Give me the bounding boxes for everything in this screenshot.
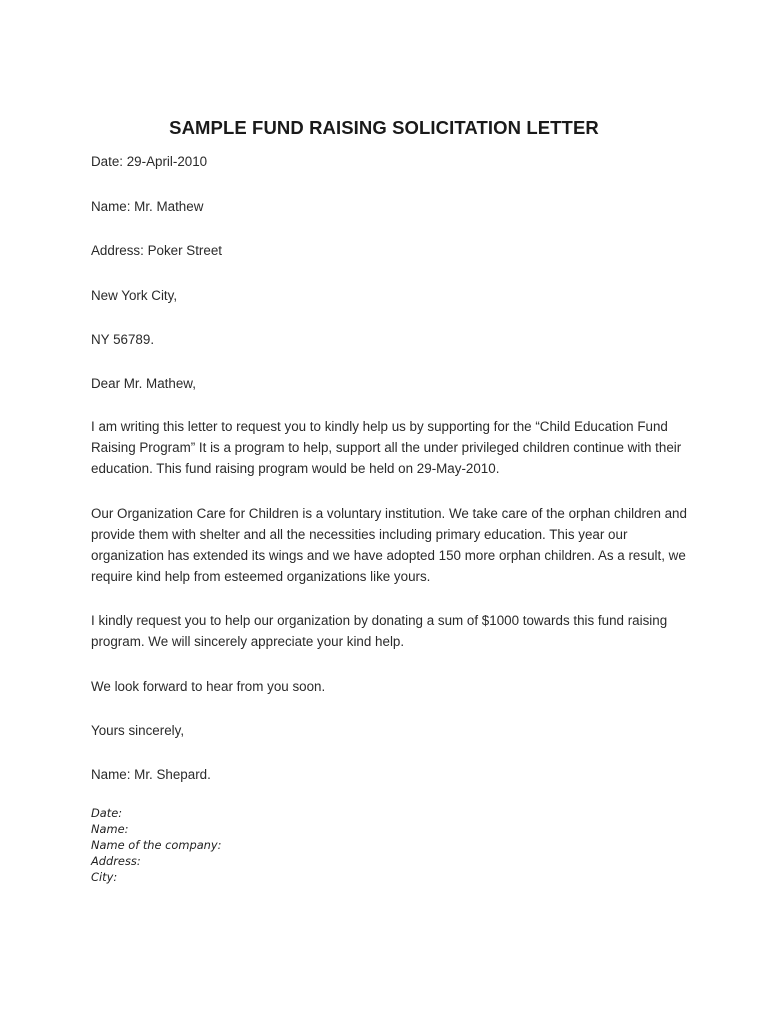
closing-wish: We look forward to hear from you soon.	[91, 679, 326, 694]
form-field-name-label: Name:	[91, 822, 129, 836]
form-field-date-label: Date:	[91, 806, 123, 820]
address-line: Address: Poker Street	[91, 243, 222, 258]
closing: Yours sincerely,	[91, 723, 185, 738]
form-field-address-label: Address:	[91, 854, 141, 868]
paragraph-line: organization has extended its wings and we have adopted 150 more orphan children. As a result, we	[91, 548, 686, 563]
body-paragraph-organization	[91, 503, 691, 587]
form-field-city-label: City:	[91, 870, 118, 884]
paragraph-line: Raising Program” It is a program to help, support all the under privileged children continue with their	[91, 440, 682, 455]
date-line: Date: 29-April-2010	[91, 154, 208, 169]
paragraph-line: require kind help from esteemed organizations like yours.	[91, 569, 431, 584]
paragraph-line: Our Organization Care for Children is a voluntary institution. We take care of the orphan children and	[91, 506, 687, 521]
recipient-name-line: Name: Mr. Mathew	[91, 199, 204, 214]
paragraph-line: provide them with shelter and all the necessities including primary education. This year our	[91, 527, 628, 542]
city-line: New York City,	[91, 288, 178, 303]
salutation: Dear Mr. Mathew,	[91, 376, 196, 391]
paragraph-line: program. We will sincerely appreciate your kind help.	[91, 634, 405, 649]
form-fields-block	[91, 805, 221, 885]
signature-name: Name: Mr. Shepard.	[91, 767, 211, 782]
body-paragraph-request	[91, 416, 691, 479]
zip-line: NY 56789.	[91, 332, 155, 347]
form-field-company-label: Name of the company:	[91, 838, 222, 852]
paragraph-line: I kindly request you to help our organization by donating a sum of $1000 towards this fund raising	[91, 613, 668, 628]
paragraph-line: education. This fund raising program would be held on 29-May-2010.	[91, 461, 500, 476]
body-paragraph-donation	[91, 610, 691, 652]
letter-title: SAMPLE FUND RAISING SOLICITATION LETTER	[169, 117, 599, 138]
paragraph-line: I am writing this letter to request you to kindly help us by supporting for the “Child Education Fund	[91, 419, 668, 434]
